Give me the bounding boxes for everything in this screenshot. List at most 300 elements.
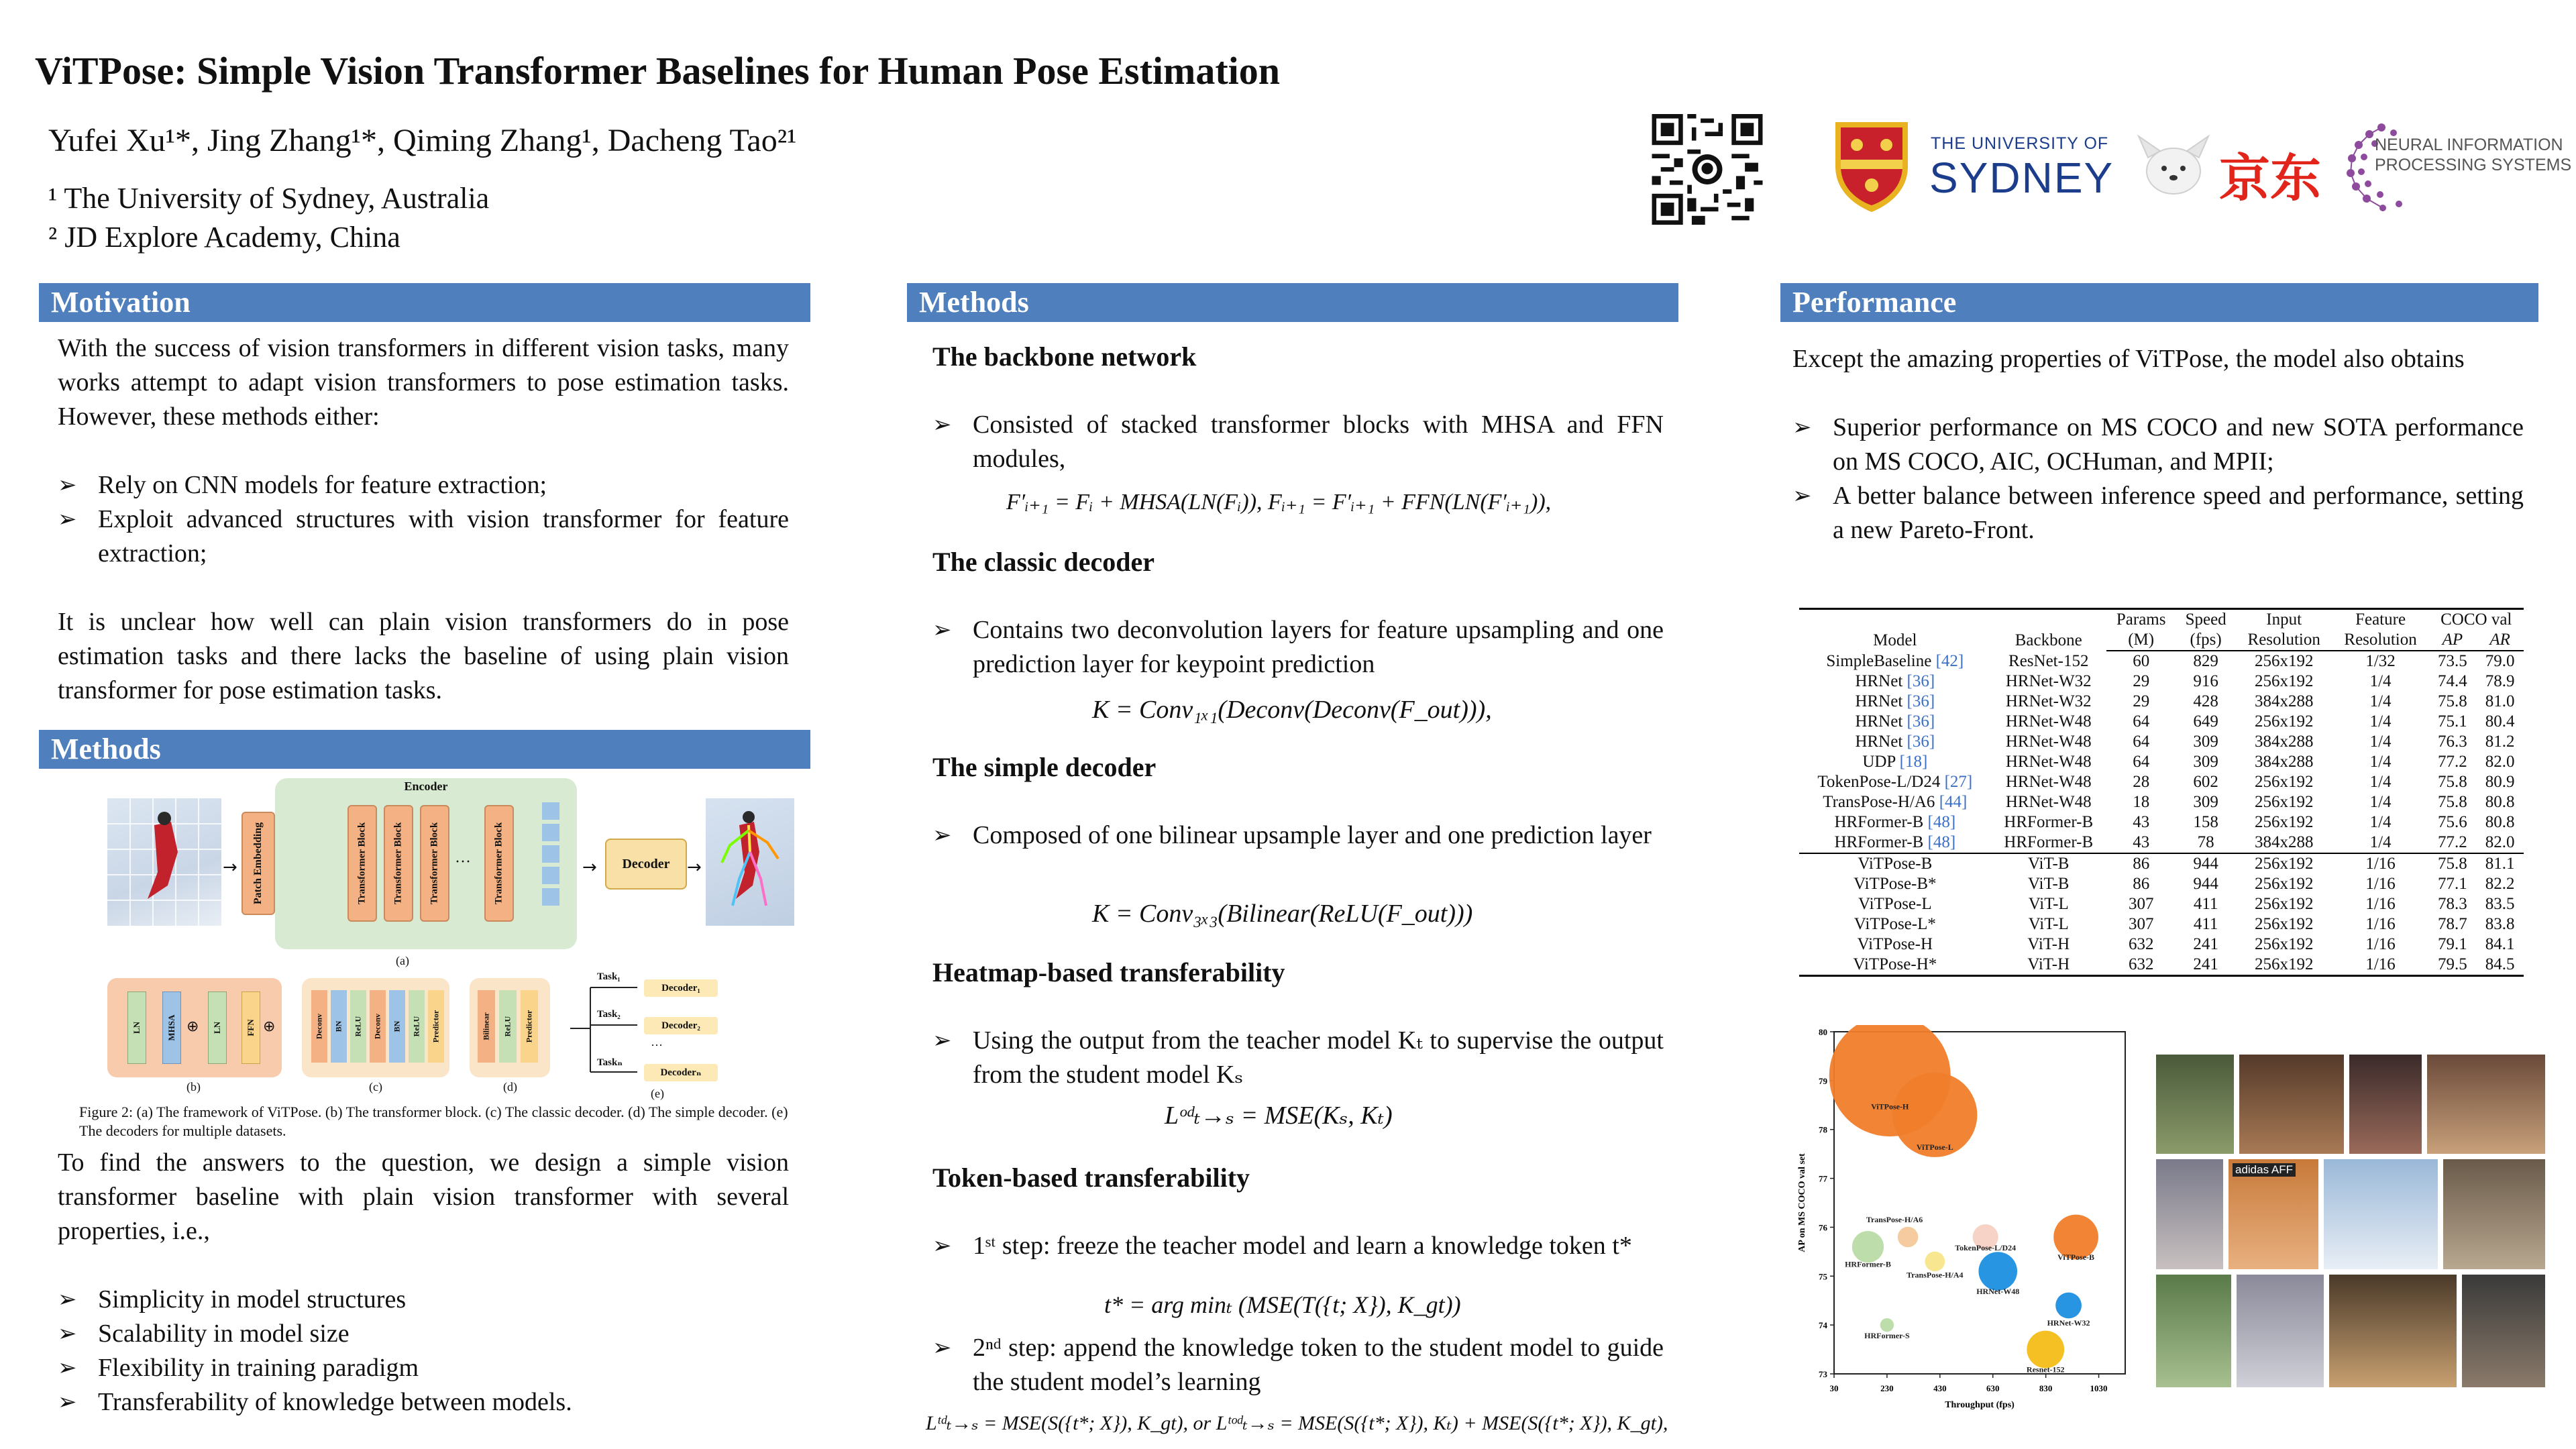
cell-backbone: ViT-H [2027,935,2070,953]
cell-ar: 82.0 [2485,833,2515,851]
point-label: ViTPose-H [1871,1102,1909,1112]
results-table-container [1799,608,2524,977]
token-title: Token-based transferability [932,1163,1250,1193]
figure-label-d: (d) [503,1080,517,1093]
table-row [1799,833,2524,853]
cell-params: 64 [2133,712,2150,731]
model-name: ViTPose-L* [1854,915,1936,933]
scatter-point [2055,1293,2082,1319]
poster-title: ViTPose: Simple Vision Transformer Baselines for Human Pose Estimation [35,49,1281,93]
neurips-logo [2334,114,2572,215]
decoder-2-box: Decoder₂ [644,1017,718,1034]
cell-model [1799,874,1991,894]
jd-dog-mascot-icon [2133,131,2214,205]
model-name: HRNet [1855,712,1903,731]
model-name: ViTPose-B [1858,855,1933,873]
transformer-block-3 [420,805,449,922]
point-label: TokenPose-L/D24 [1955,1243,2017,1252]
point-label: ViTPose-L [1916,1142,1953,1152]
cell-model [1799,812,1991,833]
cell-speed: 309 [2193,793,2218,811]
cell-params: 28 [2133,773,2150,791]
x-tick-label: 1030 [2090,1383,2108,1393]
model-name: HRFormer-B [1834,833,1924,851]
cell-speed: 944 [2193,875,2218,893]
cell-feature: 1/16 [2365,875,2396,893]
cell-feature: 1/4 [2369,773,2392,791]
cell-model [1799,792,1991,812]
cell-model [1799,934,1991,955]
table-row [1799,732,2524,752]
cell-backbone: ViT-H [1991,955,2106,976]
performance-bullet: ➢ A better balance between inference speed and performance, setting a new Pareto-Front. [1792,479,2524,547]
cell-model [1799,651,1991,672]
cell-speed: 602 [2193,773,2218,791]
adidas-banner-text: adidas AFF [2233,1163,2296,1177]
deconv-box: Deconv [311,990,327,1063]
result-photo [2156,1159,2223,1269]
cell-feature: 1/4 [2369,692,2392,710]
model-name: HRNet [1855,692,1903,710]
table-row [1799,772,2524,792]
ln-box: LN [208,991,227,1064]
point-label: ViTPose-B [2057,1252,2095,1262]
scatter-point [1925,1252,1945,1272]
task-label: Taskₙ [597,1057,623,1068]
y-tick-label: 74 [1819,1320,1827,1331]
author-list: Yufei Xu¹*, Jing Zhang¹*, Qiming Zhang¹, Dacheng Tao²¹ [48,123,797,158]
pose-skeleton-icon [706,798,794,926]
figure-label-b: (b) [186,1080,201,1093]
cell-feature: 1/4 [2369,753,2392,771]
mhsa-box: MHSA [162,991,181,1064]
cell-ar: 80.8 [2485,813,2515,831]
cell-ap: 78.3 [2437,895,2467,913]
citation-link[interactable]: [36] [1907,733,1935,751]
property-bullet: ➢ Simplicity in model structures [58,1283,789,1317]
cell-feature: 1/16 [2332,955,2429,976]
cell-speed: 78 [2197,833,2214,851]
property-bullet: ➢ Flexibility in training paradigm [58,1351,789,1385]
methods-intro: To find the answers to the question, we design a simple vision transformer baseline with plain vision transformer with several properties, i.e., [58,1148,789,1245]
table-row [1799,712,2524,732]
relu-box: ReLU [350,990,366,1063]
cell-backbone: HRNet-W48 [2005,712,2092,731]
model-name: ViTPose-H* [1853,955,1937,973]
cell-speed: 428 [2193,692,2218,710]
cell-ap: 73.5 [2437,652,2467,670]
citation-link[interactable]: [18] [1899,753,1928,771]
cell-feature: 1/16 [2365,935,2396,953]
cell-speed: 241 [2193,935,2218,953]
point-label: HRFormer-S [1864,1331,1910,1341]
col-input: Input [2236,609,2332,631]
cell-speed: 944 [2176,853,2236,874]
transformer-block-detail [107,978,282,1077]
point-label: Resnet-152 [2026,1364,2065,1375]
simple-decoder-title: The simple decoder [932,752,1157,782]
cell-backbone: HRNet-W48 [2005,753,2092,771]
table-row [1799,955,2524,976]
results-table-body [1799,651,2524,976]
model-name: TokenPose-L/D24 [1817,773,1941,791]
backbone-title: The backbone network [932,341,1197,372]
cell-ap: 78.7 [2437,915,2467,933]
sydney-logo-line1: THE UNIVERSITY OF [1931,134,2109,153]
col-coco: COCO val [2429,609,2524,631]
classic-decoder-list [932,613,1664,682]
scatter-point [1978,1252,2017,1291]
result-photo [2324,1159,2438,1269]
bilinear-box: Bilinear [478,990,495,1063]
cell-model [1799,732,1991,752]
table-row [1799,752,2524,772]
cell-ap: 75.1 [2437,712,2467,731]
vitpose-framework-figure [74,778,798,1140]
arrow-icon: → [582,857,597,877]
cell-ar: 81.2 [2485,733,2515,751]
cell-backbone: ViT-L [2028,915,2069,933]
cell-input: 384x288 [2254,833,2314,851]
cell-input: 256x192 [2254,813,2314,831]
cell-ar: 83.5 [2485,895,2515,913]
cell-model [1799,752,1991,772]
transformer-block-label: Transformer Block [493,822,504,905]
scatter-point [1898,1227,1919,1248]
cell-params: 632 [2106,955,2176,976]
bn-box: BN [331,990,347,1063]
cell-backbone: HRFormer-B [2004,833,2094,851]
cell-speed: 241 [2176,955,2236,976]
cell-input: 256x192 [2236,955,2332,976]
cell-params: 64 [2133,753,2150,771]
cell-backbone: HRNet-W48 [2005,733,2092,751]
scatter-point [2027,1331,2064,1368]
citation-link[interactable]: [48] [1927,833,1956,851]
transformer-block-label: Transformer Block [429,822,440,905]
token-equation-2: Lᵗᵈₜ→ₛ = MSE(S({t*; X}), K_gt), or Lᵗᵒᵈₜ→ₛ = MSE(S({t*; X}), Kₜ) + MSE(S({t*; X}), K_gt), [926,1412,1668,1434]
col-params: Params [2106,609,2176,631]
figure-label-c: (c) [369,1080,382,1093]
table-row [1799,874,2524,894]
cell-ar: 83.8 [2485,915,2515,933]
result-photo [2156,1055,2234,1154]
result-photo [2156,1275,2231,1387]
model-name: HRNet [1855,672,1903,690]
cell-ar: 80.4 [2485,712,2515,731]
motivation-outro: It is unclear how well can plain vision transformers do in pose estimation tasks and there lacks the baseline of using plain vision transformer for pose estimation tasks. [58,608,789,704]
cell-params: 43 [2133,813,2150,831]
cell-ap: 75.8 [2437,692,2467,710]
heatmap-bullet: ➢ Using the output from the teacher model Kₜ to supervise the output from the student model Kₛ [932,1024,1664,1092]
cell-ar: 84.1 [2485,935,2515,953]
cell-feature: 1/4 [2369,733,2392,751]
col-speed: Speed [2176,609,2236,631]
cell-input: 256x192 [2254,895,2314,913]
cell-speed: 309 [2193,733,2218,751]
arrow-icon: → [687,857,702,877]
heatmap-list [932,1024,1664,1092]
y-tick-label: 73 [1819,1369,1827,1379]
methods-left-text [58,1146,789,1419]
cell-ap: 74.4 [2437,672,2467,690]
motivation-bullet: ➢ Exploit advanced structures with vision transformer for feature extraction; [58,502,789,571]
cell-ap: 75.6 [2437,813,2467,831]
result-photo [2329,1275,2457,1387]
relu-box: ReLU [499,990,517,1063]
cell-backbone: ViT-B [2028,875,2070,893]
section-header-performance: Performance [1780,283,2538,322]
cell-params: 86 [2106,853,2176,874]
result-photo [2443,1159,2545,1269]
simple-decoder-bullet: ➢ Composed of one bilinear upsample layer and one prediction layer [932,818,1664,853]
multi-task-decoders [570,971,792,1085]
deconv-box: Deconv [370,990,386,1063]
section-header-methods-right: Methods [907,283,1678,322]
col-backbone: Backbone [1991,609,2106,651]
cell-feature: 1/4 [2369,712,2392,731]
token-bullet: ➢ 2ⁿᵈ step: append the knowledge token to the student model to guide the student model’s learning [932,1331,1664,1399]
point-label: HRNet-W32 [2047,1318,2090,1328]
cell-backbone: HRNet-W48 [2005,793,2092,811]
simple-decoder-layers [478,990,538,1063]
cell-input: 256x192 [2254,652,2314,670]
backbone-list [932,408,1664,476]
x-tick-label: 630 [1986,1383,2000,1393]
cell-model [1799,955,1991,976]
point-label: TransPose-H/A4 [1907,1270,1964,1280]
x-tick-label: 830 [2039,1383,2053,1393]
table-row [1799,651,2524,672]
cell-input: 256x192 [2254,712,2314,731]
jd-logo [2133,124,2348,211]
col-feature: Feature [2332,609,2429,631]
citation-link[interactable]: [27] [1944,773,1973,791]
cell-params: 29 [2133,672,2150,690]
classic-decoder-equation: K = Conv₁ₓ₁(Deconv(Deconv(F_out))), [1092,696,1492,724]
cell-speed: 916 [2193,672,2218,690]
cell-speed: 829 [2193,652,2218,670]
model-name: ViTPose-L [1858,895,1932,913]
figure-caption: Figure 2: (a) The framework of ViTPose. (b) The transformer block. (c) The classic decoder. (d) The simple decoder. (e) The decoders for multiple datasets. [79,1104,788,1139]
classic-decoder-detail [302,978,449,1077]
cell-input: 256x192 [2254,915,2314,933]
cell-params: 86 [2133,875,2150,893]
cell-backbone: ViT-B [1991,853,2106,874]
table-row [1799,894,2524,914]
ellipsis-icon: ··· [651,1038,663,1052]
table-row [1799,934,2524,955]
cell-ar: 81.0 [2485,692,2515,710]
citation-link[interactable]: [36] [1907,672,1935,690]
col-ap: AP [2429,630,2477,651]
jd-logo-text: 京东 [2219,148,2321,208]
transformer-block-label: Transformer Block [356,822,368,905]
cell-speed: 649 [2193,712,2218,731]
y-tick-label: 80 [1819,1027,1827,1037]
task-label: Task₂ [597,1009,621,1020]
point-label: TransPose-H/A6 [1866,1215,1923,1224]
transformer-block-2 [384,805,413,922]
cell-feature: 1/4 [2369,833,2392,851]
neurips-logo-line1: NEURAL INFORMATION [2375,136,2563,154]
table-row [1799,672,2524,692]
citation-link[interactable]: [36] [1907,712,1935,731]
input-skier-image [107,798,221,926]
classic-decoder-layers [311,990,444,1063]
simple-decoder-detail [470,978,550,1077]
property-bullet: ➢ Transferability of knowledge between models. [58,1385,789,1419]
figure-label-a: (a) [396,954,409,967]
add-icon: ⊕ [263,1018,276,1035]
model-name: TransPose-H/A6 [1823,793,1935,811]
citation-link[interactable]: [44] [1939,793,1968,811]
cell-input: 384x288 [2254,733,2314,751]
cell-params: 60 [2133,652,2150,670]
motivation-section [58,331,789,708]
result-photo [2237,1275,2324,1387]
cell-feature: 1/16 [2332,853,2429,874]
backbone-bullet: ➢ Consisted of stacked transformer blocks with MHSA and FFN modules, [932,408,1664,476]
x-tick-label: 30 [1829,1383,1839,1393]
cell-input: 256x192 [2254,793,2314,811]
transformer-block-label: Transformer Block [392,822,404,905]
add-icon: ⊕ [186,1018,199,1035]
cell-input: 256x192 [2236,853,2332,874]
results-table [1799,608,2524,977]
performance-text [1792,342,2524,547]
cell-params: 18 [2133,793,2150,811]
performance-bullet: ➢ Superior performance on MS COCO and new SOTA performance on MS COCO, AIC, OCHuman, and MPII; [1792,411,2524,479]
cell-backbone: HRNet-W32 [2005,692,2092,710]
col-params-unit: (M) [2106,630,2176,651]
section-header-methods-left: Methods [39,730,810,769]
predictor-box: Predictor [521,990,538,1063]
patch-embedding-block [241,812,275,915]
cell-model [1799,894,1991,914]
cell-ap: 79.1 [2437,935,2467,953]
cell-model [1799,672,1991,692]
arrow-icon: → [223,857,237,877]
bn-box: BN [389,990,405,1063]
result-photo [2239,1055,2344,1154]
cell-ar: 81.1 [2476,853,2524,874]
token-equation-1: t* = arg minₜ (MSE(T({t; X}), K_gt)) [1104,1291,1461,1318]
classic-decoder-bullet: ➢ Contains two deconvolution layers for feature upsampling and one prediction layer for keypoint prediction [932,613,1664,682]
col-input-unit: Resolution [2236,630,2332,651]
token-list-2 [932,1331,1664,1399]
cell-input: 256x192 [2254,773,2314,791]
relu-box: ReLU [409,990,425,1063]
col-model: Model [1799,609,1991,651]
cell-feature: 1/4 [2369,793,2392,811]
figure-label-e: (e) [651,1087,664,1100]
cell-feature: 1/16 [2365,895,2396,913]
decoder-n-box: Decoderₙ [644,1064,718,1081]
cell-backbone: HRNet-W32 [2005,672,2092,690]
cell-ar: 80.9 [2485,773,2515,791]
cell-params: 43 [2133,833,2150,851]
x-tick-label: 230 [1880,1383,1894,1393]
task-label: Task₁ [597,971,621,982]
cell-ap: 76.3 [2437,733,2467,751]
cell-feature: 1/4 [2369,672,2392,690]
col-speed-unit: (fps) [2176,630,2236,651]
cell-params: 29 [2133,692,2150,710]
scatter-plot-svg [1792,1025,2135,1414]
table-row [1799,692,2524,712]
section-header-motivation: Motivation [39,283,810,322]
cell-input: 256x192 [2254,672,2314,690]
point-label: HRNet-W48 [1976,1287,2020,1296]
cell-ap: 75.8 [2437,773,2467,791]
cell-backbone: ViT-L [2028,895,2069,913]
result-photo [2427,1055,2545,1154]
y-tick-label: 77 [1819,1173,1827,1184]
cell-model [1799,712,1991,732]
table-row [1799,914,2524,934]
cell-ar: 78.9 [2485,672,2515,690]
result-photo [2349,1055,2422,1154]
col-feature-unit: Resolution [2332,630,2429,651]
cell-input: 384x288 [2254,753,2314,771]
cell-input: 384x288 [2254,692,2314,710]
model-name: UDP [1862,753,1896,771]
cell-ar: 82.0 [2485,753,2515,771]
cell-ar: 80.8 [2485,793,2515,811]
property-bullet: ➢ Scalability in model size [58,1317,789,1351]
neurips-logo-line2: PROCESSING SYSTEMS [2375,156,2572,174]
model-name: ViTPose-B* [1854,875,1937,893]
cell-ap: 77.2 [2437,753,2467,771]
ln-box: LN [127,991,146,1064]
simple-decoder-equation: K = Conv₃ₓ₃(Bilinear(ReLU(F_out))) [1092,900,1473,928]
cell-model [1799,692,1991,712]
output-skier-image [706,798,794,926]
cell-ap: 75.8 [2437,793,2467,811]
citation-link[interactable]: [42] [1935,651,1964,670]
cell-params: 632 [2128,935,2154,953]
cell-model [1799,853,1991,874]
y-tick-label: 76 [1819,1222,1827,1233]
token-list-1 [932,1229,1664,1263]
cell-feature: 1/16 [2365,915,2396,933]
result-photo-adidas [2229,1159,2318,1269]
cell-ap: 75.8 [2429,853,2477,874]
motivation-bullet: ➢ Rely on CNN models for feature extraction; [58,468,789,502]
table-row [1799,792,2524,812]
cell-ap: 77.1 [2437,875,2467,893]
affiliation-2: ² JD Explore Academy, China [48,221,400,254]
cell-backbone: ResNet-152 [2008,651,2089,670]
ellipsis-icon: ··· [455,853,471,871]
citation-link[interactable]: [36] [1907,692,1935,710]
simple-decoder-list [932,818,1664,853]
result-photo [2462,1275,2545,1387]
university-of-sydney-logo [1831,114,2127,215]
performance-intro: Except the amazing properties of ViTPose, the model also obtains [1792,345,2465,373]
scatter-point [1880,1318,1894,1332]
heatmap-equation: Lᵒᵈₜ→ₛ = MSE(Kₛ, Kₜ) [1165,1102,1393,1130]
decoder-block: Decoder [605,839,687,890]
y-axis-label: AP on MS COCO val set [1797,1153,1807,1252]
qr-code [1650,114,1764,225]
citation-link[interactable]: [48] [1927,813,1956,831]
cell-ar: 84.5 [2476,955,2524,976]
model-name: HRFormer-B [1834,813,1924,831]
encoder-label: Encoder [404,780,448,793]
backbone-equation: F′ᵢ₊₁ = Fᵢ + MHSA(LN(Fᵢ)), Fᵢ₊₁ = F′ᵢ₊₁ + FFN(LN(F′ᵢ₊₁)), [1006,490,1552,515]
